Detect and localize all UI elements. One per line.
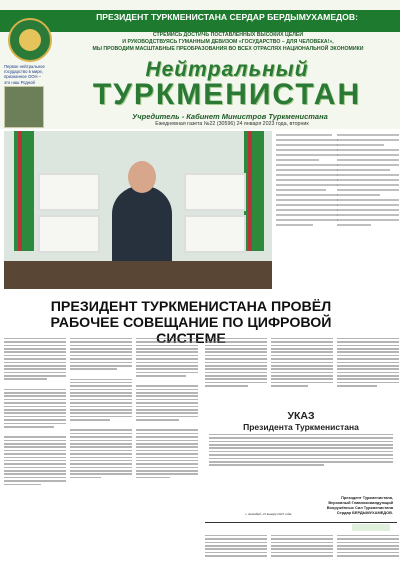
article-column [271,336,333,408]
meeting-photo [4,131,272,289]
masthead-headline: ПРЕЗИДЕНТ ТУРКМЕНИСТАНА СЕРДАР БЕРДЫМУХАМЕДОВ: [96,12,358,22]
flag-stripe [248,131,252,251]
issue-line: Ежедневная газета №22 (30596) 24 января 2023 года, вторник [155,121,309,127]
text-column [276,131,338,289]
article-column [205,533,267,563]
neutrality-note: Первое нейтральное государство в мире, признанное ООН – это наш Родной [4,64,45,85]
article-column [136,336,198,564]
decree-subtitle: Президента Туркменистана [243,422,359,432]
decree-date: г. Ашхабад, 23 января 2023 года. [245,512,293,516]
article-column [70,336,132,564]
newspaper-title-line1: Нейтральный [145,58,309,81]
section-badge [352,524,390,531]
masthead-slogan: СТРЕМИСЬ ДОСТИЧЬ ПОСТАВЛЕННЫХ ВЫСОКИХ ЦЕЛЕЙ И РУКОВОДСТВУЯСЬ ГУМАННЫМ ДЕВИЗОМ «ГОСУДАРСТВО – ДЛЯ ЧЕЛОВЕКА!», МЫ ПРОВОДИМ МАСШТАБНЫЕ ПРЕОБРАЗОВАНИЯ ВО ВСЕХ ОТРАСЛЯХ НАЦИОНАЛЬНОЙ ЭКОНОМИКИ [92,32,364,53]
video-screen [38,173,100,211]
decree-title: УКАЗ [287,410,315,422]
president-head [128,161,156,193]
video-screen [184,215,246,253]
text-column [337,131,399,289]
leader-portrait [4,86,44,128]
desk [4,261,272,289]
section-divider [205,522,397,523]
masthead [0,0,400,129]
video-screen [184,173,246,211]
video-screen [38,215,100,253]
article-column [271,533,333,563]
state-emblem-icon [8,18,52,62]
flag-icon [14,131,34,251]
founder-line: Учредитель - Кабинет Министров Туркменистана [132,112,328,121]
article-column [205,336,267,408]
article-column [337,336,399,408]
newspaper-title-line2: ТУРКМЕНИСТАН [92,78,362,111]
main-headline: ПРЕЗИДЕНТ ТУРКМЕНИСТАНА ПРОВЁЛ РАБОЧЕЕ СОВЕЩАНИЕ ПО ЦИФРОВОЙ [50,299,332,331]
flag-icon [244,131,264,251]
decree-box [205,411,397,521]
decree-signature: Президент Туркменистана, Верховный Главнокомандующий Вооружённых Сил Туркменистана Сердар БЕРДЫМУХАМЕДОВ. [326,495,393,515]
flag-stripe [18,131,22,251]
article-column [4,336,66,564]
article-column [337,533,399,563]
